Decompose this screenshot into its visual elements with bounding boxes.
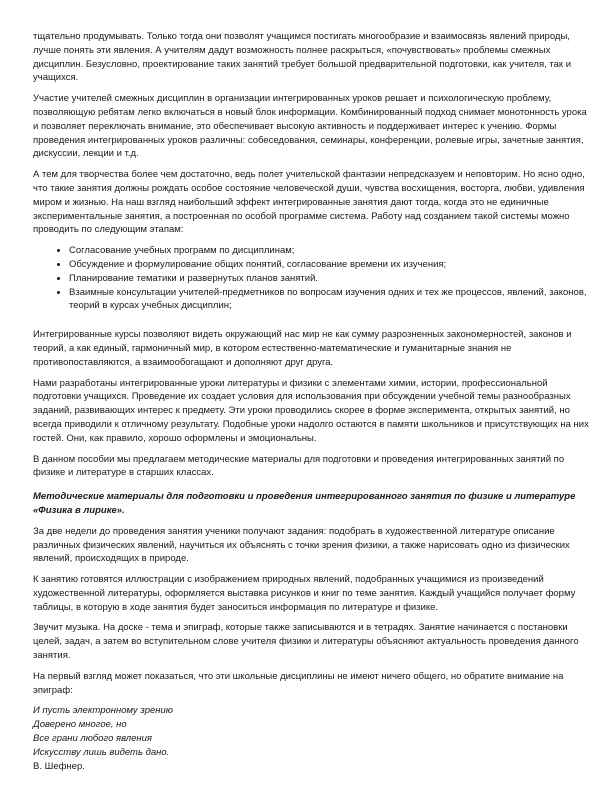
epigraph [33, 704, 590, 773]
epigraph-line: Искусству лишь видеть дано. [33, 746, 170, 758]
list-item: • Взаимные консультации учителей-предметников по вопросам изучения одних и тех же процессов, явлений, законов, теорий в курсах учебных дисциплин; [69, 286, 590, 314]
paragraph-first-glance: На первый взгляд может показаться, что эти школьные дисциплины не имеют ничего общего, но обратите внимание на эпиграф: [33, 670, 564, 696]
paragraph-creativity: А тем для творчества более чем достаточно, ведь полет учительской фантазии непредсказуем и неповторим. Но ясно одно, что такие занятия должны рождать особое состояние человеческой души, чувства восхищения, восторга, любви, удивления миром и жизнью. На наш взгляд наибольший эффект интегрированные занятия дают тогда, когда это не единичные экспериментальные занятия, а построенная по особой программе система. Работу над созданием такой системы можно проводить по следующим этапам: [33, 169, 585, 236]
spacer [33, 320, 590, 328]
stages-list [33, 244, 590, 313]
list-item: • Планирование тематики и развернутых планов занятий. [69, 272, 590, 286]
paragraph-intro: тщательно продумывать. Только тогда они позволят учащимся постигать многообразие и взаимосвязь явлений природы, лучше понять эти явления. А учителям дадут возможность полнее раскрыться, «почувствовать» проблемы смежных дисциплин. Безусловно, проектирование таких занятий требует большой предварительной подготовки, как учителя, так и учащихся. [33, 31, 572, 84]
epigraph-line: И пусть электронному зрению [33, 705, 173, 717]
epigraph-line: Доверено многое, но [33, 719, 127, 731]
section-heading: Методические материалы для подготовки и проведения интегрированного занятия по физике и литературе «Физика в лирике». [33, 491, 576, 516]
epigraph-author: В. Шефнер. [33, 760, 85, 772]
paragraph-developed-lessons: Нами разработаны интегрированные уроки литературы и физики с элементами химии, истории, профессиональной подготовки учащихся. Проведение их создает условия для использования при обсуждении учебной темы разнообразных заданий, развивающих интерес к предмету. Эти уроки проводились скорее в форме эксперимента, открытых занятий, но всегда приводили к отличному результату. Подобные уроки надолго остаются в памяти школьников и присутствующих на них гостей. Они, как правило, хорошо оформлены и эмоциональны. [33, 377, 589, 444]
epigraph-line: Все грани любого явления [33, 733, 152, 745]
paragraph-music: Звучит музыка. На доске - тема и эпиграф, которые также записываются и в тетрадях. Занятие начинается с постановки целей, задач, а затем во вступительном слове учителя физики и литературы объясняют актуальность проведения данного занятия. [33, 622, 579, 662]
paragraph-manual: В данном пособии мы предлагаем методические материалы для подготовки и проведения интегрированных занятий по физике и литературе в старших классах. [33, 453, 565, 479]
paragraph-assignment: За две недели до проведения занятия ученики получают задания: подобрать в художественной литературе описание различных физических явлений, научиться их объяснять с точки зрения физики, а также нарисовать одно из физических явлений, происходящих в природе. [33, 525, 570, 565]
paragraph-preparation: К занятию готовятся иллюстрации с изображением природных явлений, подобранных учащимися из произведений художественной литературы, оформляется выставка рисунков и книг по теме занятия. Каждый учащийся получает форму таблицы, в которую в ходе занятия будет заноситься информация по литературе и физике. [33, 574, 576, 613]
paragraph-integrated-courses: Интегрированные курсы позволяют видеть окружающий нас мир не как сумму разрозненных закономерностей, законов и теорий, а как единый, гармоничный мир, в котором естественно-математические и гуманитарные знания не противопоставляются, а взаимообогащают и дополняют друг друга. [33, 329, 572, 368]
paragraph-teachers-participation: Участие учителей смежных дисциплин в организации интегрированных уроков решает и психологическую проблему, позволяющую ребятам легко включаться в новый блок информации. Комбинированный подход снимает монотонность урока и позволяет переключать внимание, это обеспечивает высокую активность и поддерживает интерес к учению. Формы проведения интегрированных уроков различны: собеседования, семинары, конференции, ролевые игры, зачетные занятия, дискуссии, лекции и т.д. [33, 93, 587, 160]
list-item: • Обсуждение и формулирование общих понятий, согласование времени их изучения; [69, 258, 590, 272]
list-item: • Согласование учебных программ по дисциплинам; [69, 244, 590, 258]
